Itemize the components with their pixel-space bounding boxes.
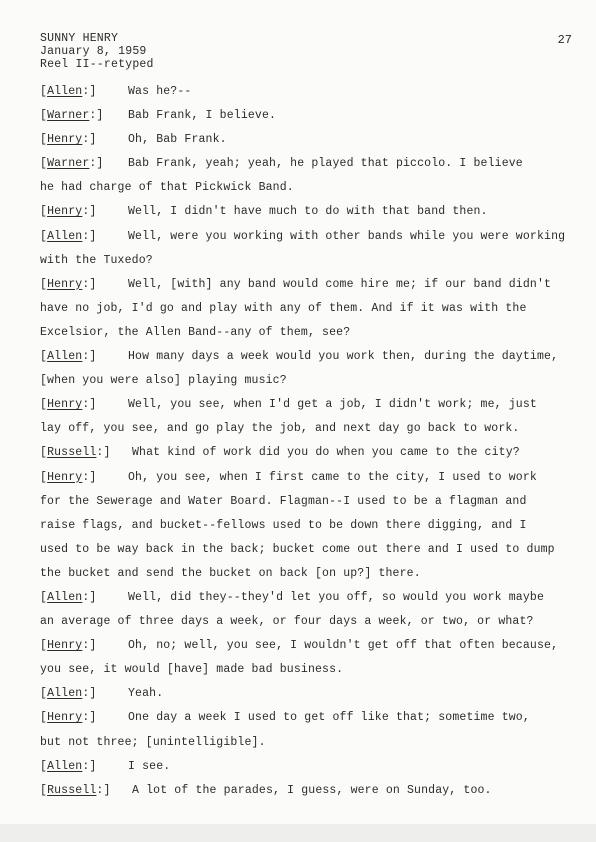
line-text: A lot of the parades, I guess, were on Sunday, too. <box>132 783 492 797</box>
line-text: Oh, you see, when I first came to the city, I used to work <box>128 470 537 484</box>
transcript-line <box>40 104 580 128</box>
speaker-label: [Russell:] <box>40 783 111 797</box>
speaker-label: [Russell:] <box>40 446 111 460</box>
speaker-name: Warner <box>47 157 90 171</box>
transcript-line <box>40 586 580 610</box>
speaker-label: [Henry:] <box>40 133 97 147</box>
speaker-name: Allen <box>47 350 83 364</box>
line-text: Well, I didn't have much to do with that band then. <box>128 205 488 219</box>
transcript-entry <box>40 634 580 682</box>
transcript-entry <box>40 682 580 706</box>
speaker-name: Henry <box>47 711 83 725</box>
transcript-line <box>40 345 580 369</box>
header-reel: Reel II--retyped <box>40 58 154 71</box>
transcript-line <box>40 297 580 321</box>
transcript-line <box>40 658 580 682</box>
line-text: raise flags, and bucket--fellows used to be down there digging, and I <box>40 518 527 532</box>
transcript-entry <box>40 755 580 779</box>
page-bottom-edge <box>0 824 596 842</box>
speaker-name: Allen <box>47 85 83 98</box>
header-date: January 8, 1959 <box>40 45 147 58</box>
speaker-label: [Henry:] <box>40 711 97 725</box>
transcript-line <box>40 393 580 417</box>
transcript-entry <box>40 152 580 200</box>
transcript-line <box>40 490 580 514</box>
line-text: Well, were you working with other bands while you were working <box>128 229 566 243</box>
speaker-name: Allen <box>47 759 83 773</box>
speaker-name: Warner <box>47 109 90 123</box>
transcript-entry <box>40 706 580 754</box>
speaker-name: Henry <box>47 398 83 412</box>
line-text: Was he?-- <box>128 85 192 98</box>
line-text: Well, [with] any band would come hire me; if our band didn't <box>128 277 552 291</box>
transcript-entry <box>40 345 580 393</box>
transcript-line <box>40 731 580 755</box>
line-text: Well, you see, when I'd get a job, I didn't work; me, just <box>128 398 537 412</box>
speaker-label: [Allen:] <box>40 590 97 604</box>
transcript-line <box>40 225 580 249</box>
transcript-line <box>40 273 580 297</box>
speaker-label: [Allen:] <box>40 229 97 243</box>
transcript-line <box>40 128 580 152</box>
speaker-label: [Allen:] <box>40 350 97 364</box>
transcript-entry <box>40 104 580 128</box>
transcript-entry <box>40 128 580 152</box>
line-text: Yeah. <box>128 687 164 701</box>
line-text: Oh, no; well, you see, I wouldn't get off that often because, <box>128 639 559 653</box>
speaker-label: [Warner:] <box>40 157 104 171</box>
page-number: 27 <box>557 33 572 47</box>
line-text: I see. <box>128 759 171 773</box>
transcript-line <box>40 80 580 104</box>
transcript-line <box>40 779 580 803</box>
transcript-line <box>40 634 580 658</box>
line-text: lay off, you see, and go play the job, and next day go back to work. <box>40 422 520 436</box>
speaker-label: [Henry:] <box>40 470 97 484</box>
line-text: Excelsior, the Allen Band--any of them, see? <box>40 325 351 339</box>
speaker-label: [Allen:] <box>40 687 97 701</box>
transcript-entry <box>40 441 580 465</box>
transcript-line <box>40 369 580 393</box>
line-text: have no job, I'd go and play with any of them. And if it was with the <box>40 301 527 315</box>
line-text: Bab Frank, yeah; yeah, he played that piccolo. I believe <box>128 157 523 171</box>
line-text: for the Sewerage and Water Board. Flagman--I used to be a flagman and <box>40 494 527 508</box>
transcript-line <box>40 176 580 200</box>
transcript-line <box>40 466 580 490</box>
line-text: Bab Frank, I believe. <box>128 109 277 123</box>
transcript-entry <box>40 200 580 224</box>
line-text: but not three; [unintelligible]. <box>40 735 266 749</box>
speaker-label: [Henry:] <box>40 398 97 412</box>
transcript-line <box>40 321 580 345</box>
transcript-body <box>40 80 580 803</box>
speaker-label: [Allen:] <box>40 759 97 773</box>
transcript-entry <box>40 80 580 104</box>
transcript-line <box>40 538 580 562</box>
line-text: Oh, Bab Frank. <box>128 133 227 147</box>
transcript-entry <box>40 466 580 586</box>
transcript-line <box>40 755 580 779</box>
line-text: What kind of work did you do when you came to the city? <box>132 446 520 460</box>
line-text: an average of three days a week, or four days a week, or two, or what? <box>40 615 534 629</box>
transcript-line <box>40 610 580 634</box>
transcript-line <box>40 514 580 538</box>
speaker-label: [Henry:] <box>40 277 97 291</box>
line-text: How many days a week would you work then, during the daytime, <box>128 350 559 364</box>
speaker-label: [Henry:] <box>40 205 97 219</box>
transcript-entry <box>40 273 580 345</box>
line-text: he had charge of that Pickwick Band. <box>40 181 294 195</box>
speaker-name: Henry <box>47 205 83 219</box>
transcript-line <box>40 441 580 465</box>
line-text: One day a week I used to get off like that; sometime two, <box>128 711 530 725</box>
speaker-label: [Allen:] <box>40 85 97 98</box>
line-text: used to be way back in the back; bucket come out there and I used to dump <box>40 542 555 556</box>
transcript-line <box>40 200 580 224</box>
transcript-line <box>40 249 580 273</box>
speaker-label: [Warner:] <box>40 109 104 123</box>
transcript-entry <box>40 779 580 803</box>
line-text: with the Tuxedo? <box>40 253 153 267</box>
header-interviewee: SUNNY HENRY <box>40 32 119 45</box>
speaker-name: Russell <box>47 783 97 797</box>
line-text: the bucket and send the bucket on back [on up?] there. <box>40 566 421 580</box>
line-text: Well, did they--they'd let you off, so would you work maybe <box>128 590 545 604</box>
speaker-name: Henry <box>47 277 83 291</box>
speaker-name: Russell <box>47 446 97 460</box>
speaker-name: Allen <box>47 590 83 604</box>
line-text: [when you were also] playing music? <box>40 374 287 388</box>
speaker-label: [Henry:] <box>40 639 97 653</box>
speaker-name: Henry <box>47 133 83 147</box>
transcript-line <box>40 706 580 730</box>
document-header <box>40 32 154 71</box>
speaker-name: Allen <box>47 229 83 243</box>
transcript-line <box>40 562 580 586</box>
transcript-entry <box>40 586 580 634</box>
transcript-entry <box>40 393 580 441</box>
speaker-name: Henry <box>47 470 83 484</box>
transcript-line <box>40 417 580 441</box>
transcript-line <box>40 682 580 706</box>
transcript-entry <box>40 225 580 273</box>
line-text: you see, it would [have] made bad business. <box>40 663 344 677</box>
transcript-line <box>40 152 580 176</box>
speaker-name: Allen <box>47 687 83 701</box>
speaker-name: Henry <box>47 639 83 653</box>
